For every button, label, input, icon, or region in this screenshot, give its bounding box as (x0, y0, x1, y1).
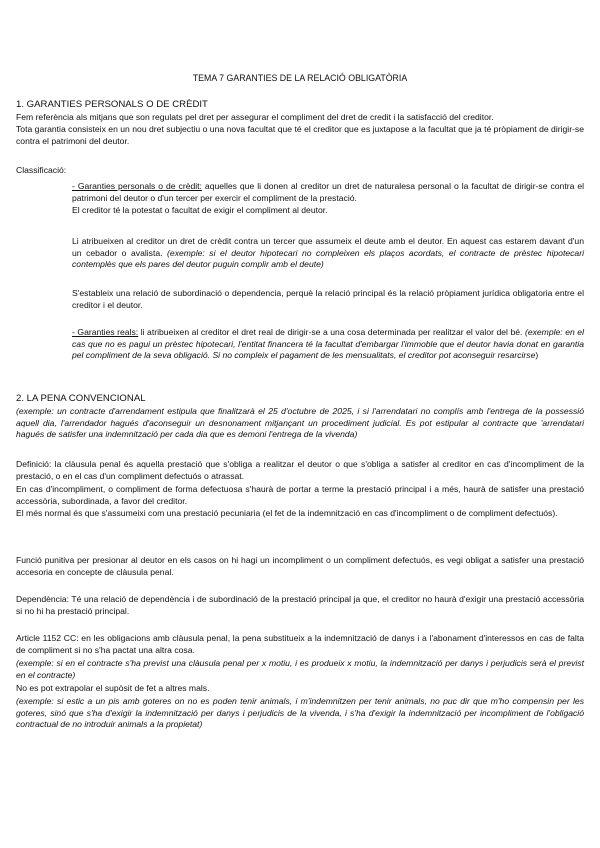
real-guarantees-paragraph (72, 327, 584, 362)
classification-label: Classificació: (16, 165, 67, 175)
real-guarantees-close: ) (535, 350, 539, 361)
article-1152-paragraph: Article 1152 CC: en les obligacions amb clàusula penal, la pena substitueix a la indemnització de danys i a l'abonament d'interessos en cas de falta de compliment si no s'ha pactat una altra cosa. (16, 633, 584, 655)
section-1-heading: 1. GARANTIES PERSONALS O DE CRÈDIT (16, 99, 208, 110)
s2-example-2: (exemple: si en el contracte s'ha previst una clàusula penal per x motiu, i es produeix x motiu, la indemnització per danys i perjudicis serà el previst en el contracte) (16, 658, 584, 680)
definition-paragraph: Definició: la clàusula penal és aquella prestació que s'obliga a realitzar el deutor o que s'obliga a satisfer al creditor en cas d'incompliment de la prestació, o en el cas d'un compliment defectuós o atrassat. (16, 459, 584, 481)
personal-guarantees-paragraph (72, 181, 584, 204)
real-guarantees-example: (exemple: en el cas que no es pagui un prèstec hipotecari, l'entitat financera té la facultat d'embargar l'immoble que el deutor havia donat en garantia pel compliment de la seva obligació. Si no compleix el pagament de les mensualitats, el creditor pot aconseguir resarcirse (72, 327, 584, 361)
s2-example-3: (exemple: si estic a un pis amb goteres on no es poden tenir animals, i m'indemnitzen per tenir animals, no puc dir que m'ho compensin per les goteres, sinó que s'ha d'exigir la indemnització per danys i perjudicis de la vivenda, i s'ha d'exigir la indemnització per incompliment de l'obligació contractual de no introduir animals a la propietat) (16, 696, 584, 730)
personal-guarantees-text: aquelles que li donen al creditor un dret de naturalesa personal o la facultat de dirigir-se contra el patrimoni del deutor o d'un tercer per exercir el compliment de la prestació. (72, 181, 585, 203)
s1-intro-1: Fem referència als mitjans que son regulats pel dret per assegurar el compliment del dret de credit i la satisfacció del creditor. (16, 112, 494, 122)
personal-guarantees-label: - Garanties personals o de crèdit: (72, 181, 202, 191)
definition-paragraph-2: En cas d'incompliment, o compliment de forma defectuosa s'haurà de portar a terme la prestació principal i a més, haurà de satisfer una prestació accessòria, subordinada, a favor del creditor. (16, 484, 584, 506)
credit-paragraph (72, 236, 584, 271)
credit-text: Li atribueixen al creditor un dret de crèdit contra un tercer que assumeix el deute amb el deutor. En aquest cas estarem davant d'un un cebador o avalista. (72, 236, 584, 258)
subordination-paragraph: S'estableix una relació de subordinació o dependencia, perquè la relació principal és la relació pròpiament jurídica obligatoria entre el creditor i el deutor. (72, 288, 584, 310)
credit-example: (exemple: si el deutor hipotecari no compleixen els plaços acordats, el contracte de prèstec hipotecari contemplès que els pares del deutor puguin complir amb el deute) (72, 247, 584, 270)
definition-paragraph-3: El més normal és que s'assumeixi com una prestació pecuniaria (el fet de la indemnització en cas d'incompliment o de compliment defectuós). (16, 508, 558, 518)
extrapolation-note: No es pot extrapolar el supòsit de fet a altres mals. (16, 683, 210, 693)
punitive-function-paragraph: Funció punitiva per presionar al deutor en els casos on hi hagi un incompliment o un compliment defectuós, es vegi obligat a satisfer una prestació accesoria en concepte de clàusula penal. (16, 555, 584, 577)
section-2-heading: 2. LA PENA CONVENCIONAL (16, 393, 146, 404)
s1-intro-2: Tota garantia consisteix en un nou dret subjectiu o una nova facultat que té el creditor que es juxtapose a la facultat que ja té pròpiament de dirigir-se contra el patrimoni del deutor. (16, 124, 584, 146)
personal-guarantees-line: El creditor té la potestat o facultat de exigir el compliment al deutor. (72, 205, 328, 215)
s2-example-1: (exemple: un contracte d'arrendament estipula que finalitzarà el 25 d'octubre de 2025, i si l'arrendatari no complís amb l'entrega de la possessió aquell dia, l'arrendador hagués d'aconseguir un desnonament mitjançant un procediment judicial. Es pot estipular al contracte que 'arrendatari hagués de satisfer una indemnització per cada dia que es demoni l'entrega de la vivenda) (16, 406, 584, 440)
real-guarantees-text: li atribueixen al creditor el dret real de dirigir-se a una cosa determinada per realitzar el valor del bé. (138, 327, 525, 337)
page-title: TEMA 7 GARANTIES DE LA RELACIÓ OBLIGATÒRIA (192, 73, 408, 83)
dependency-paragraph: Dependència: Té una relació de dependència i de subordinació de la prestació principal ja que, el creditor no haurà d'exigir una prestació accessòria si no hi ha prestació principal. (16, 594, 584, 616)
real-guarantees-label: - Garanties reals: (72, 327, 139, 337)
